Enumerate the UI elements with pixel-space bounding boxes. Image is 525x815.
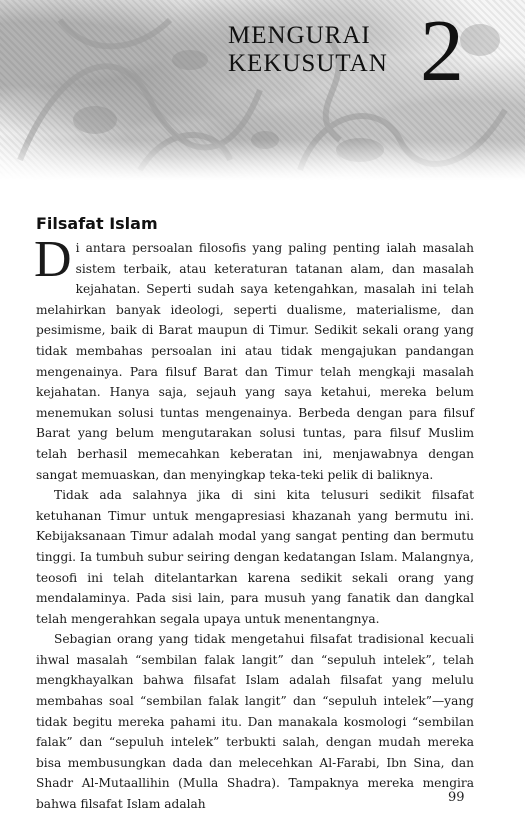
paragraph <box>34 231 474 485</box>
body-text <box>34 231 474 815</box>
chapter-title-line2: KEKUSUTAN <box>228 50 388 77</box>
paragraph-text: Sebagian orang yang tidak mengetahui filsafat tradisional kecuali ihwal masalah “sembilan falak langit” dan “sepuluh intelek”, telah mengkhayalkan bahwa filsafat Islam adalah filsafat yang melulu membahas soal “sembilan falak langit” dan “sepuluh intelek”—yang tidak begitu mereka pahami itu. Dan manakala kosmologi “sembilan falak” dan “sepuluh intelek” terbukti salah, dengan mudah mereka bisa membusungkan dada dan melecehkan Al-Farabi, Ibn Sina, dan Shadr Al-Mutaallihin (Mulla Shadra). Tampaknya mereka mengira bahwa filsafat Islam adalah <box>36 632 474 812</box>
chapter-number: 2 <box>420 3 464 100</box>
chapter-title <box>228 22 388 78</box>
header-fade <box>0 140 525 180</box>
chapter-title-line1: MENGURAI <box>228 22 371 49</box>
paragraph <box>36 629 474 814</box>
paragraph-text: i antara persoalan filosofis yang paling penting ialah masalah sistem terbaik, atau keteraturan tatanan alam, dan masalah kejahatan. Seperti sudah saya ketengahkan, masalah ini telah melahirkan banyak ideologi, seperti dualisme, materialisme, dan pesimisme, baik di Barat maupun di Timur. Sedikit sekali orang yang tidak membahas persoalan ini atau tidak mengajukan pandangan mengenainya. Para filsuf Barat dan Timur telah mengkaji masalah kejahatan. Hanya saja, sejauh yang saya ketahui, mereka belum menemukan solusi tuntas mengenainya. Berbeda dengan para filsuf Barat yang belum mengutarakan solusi tuntas, para filsuf Muslim telah berhasil memecahkan keberatan ini, menjawabnya dengan sangat memuaskan, dan menyingkap teka-teki pelik di baliknya. <box>36 241 474 482</box>
page-number: 99 <box>448 790 465 805</box>
paragraph-text: Tidak ada salahnya jika di sini kita telusuri sedikit filsafat ketuhanan Timur untuk mengapresiasi khazanah yang bermutu ini. Kebijaksanaan Timur adalah modal yang sangat penting dan bermutu tinggi. Ia tumbuh subur seiring dengan kedatangan Islam. Malangnya, teosofi ini telah ditelantarkan karena sedikit sekali orang yang mendalaminya. Pada sisi lain, para musuh yang fanatik dan dangkal telah mengerahkan segala upaya untuk menentangnya. <box>36 488 474 626</box>
paragraph <box>36 485 474 629</box>
drop-cap: D <box>34 231 72 288</box>
section-heading: Filsafat Islam <box>36 214 158 233</box>
chapter-header <box>0 0 525 180</box>
